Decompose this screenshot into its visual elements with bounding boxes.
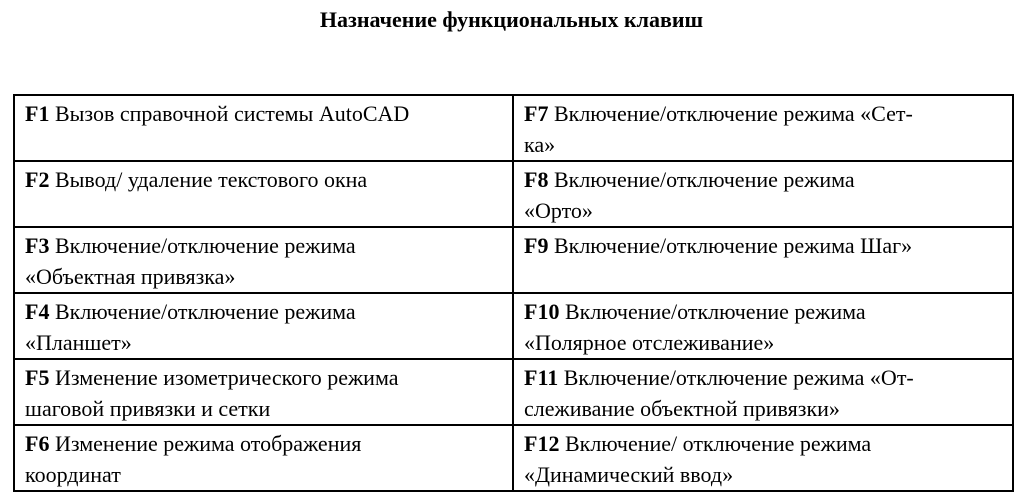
table-cell [14, 293, 513, 359]
table-cell [14, 425, 513, 491]
function-keys-table [13, 94, 1014, 492]
key-description: Включение/отключение режима «От- слеживание объектной привязки» [524, 365, 914, 421]
key-name: F12 [524, 431, 560, 456]
key-name: F2 [25, 167, 50, 192]
key-name: F11 [524, 365, 559, 390]
key-description: Включение/отключение режима «Объектная привязка» [25, 233, 356, 289]
key-description: Включение/ отключение режима «Динамический ввод» [524, 431, 872, 487]
key-description: Вывод/ удаление текстового окна [49, 167, 368, 192]
key-name: F9 [524, 233, 549, 258]
key-description: Вызов справочной системы AutoCAD [49, 101, 410, 126]
table-cell [513, 95, 1013, 161]
table-row [14, 161, 1013, 227]
table-cell [513, 161, 1013, 227]
table-row [14, 227, 1013, 293]
key-description: Включение/отключение режима «Полярное отслеживание» [524, 299, 866, 355]
key-name: F6 [25, 431, 50, 456]
table-cell [14, 95, 513, 161]
table-row [14, 293, 1013, 359]
key-description: Включение/отключение режима «Орто» [524, 167, 855, 223]
table-row [14, 425, 1013, 491]
key-description: Изменение изометрического режима шаговой привязки и сетки [25, 365, 399, 421]
key-name: F10 [524, 299, 560, 324]
table-row [14, 95, 1013, 161]
key-name: F7 [524, 101, 549, 126]
key-name: F5 [25, 365, 50, 390]
page-title: Назначение функциональных клавиш [319, 7, 704, 32]
table-row [14, 359, 1013, 425]
table-cell [513, 359, 1013, 425]
table-cell [14, 227, 513, 293]
key-name: F1 [25, 101, 50, 126]
function-keys-table-body [14, 95, 1013, 491]
key-name: F3 [25, 233, 50, 258]
key-description: Включение/отключение режима Шаг» [548, 233, 913, 258]
key-description: Включение/отключение режима «Сет- ка» [524, 101, 913, 157]
key-name: F4 [25, 299, 50, 324]
key-description: Включение/отключение режима «Планшет» [25, 299, 356, 355]
key-name: F8 [524, 167, 549, 192]
table-cell [513, 227, 1013, 293]
table-cell [513, 293, 1013, 359]
table-cell [14, 359, 513, 425]
key-description: Изменение режима отображения координат [25, 431, 362, 487]
table-cell [513, 425, 1013, 491]
table-cell [14, 161, 513, 227]
